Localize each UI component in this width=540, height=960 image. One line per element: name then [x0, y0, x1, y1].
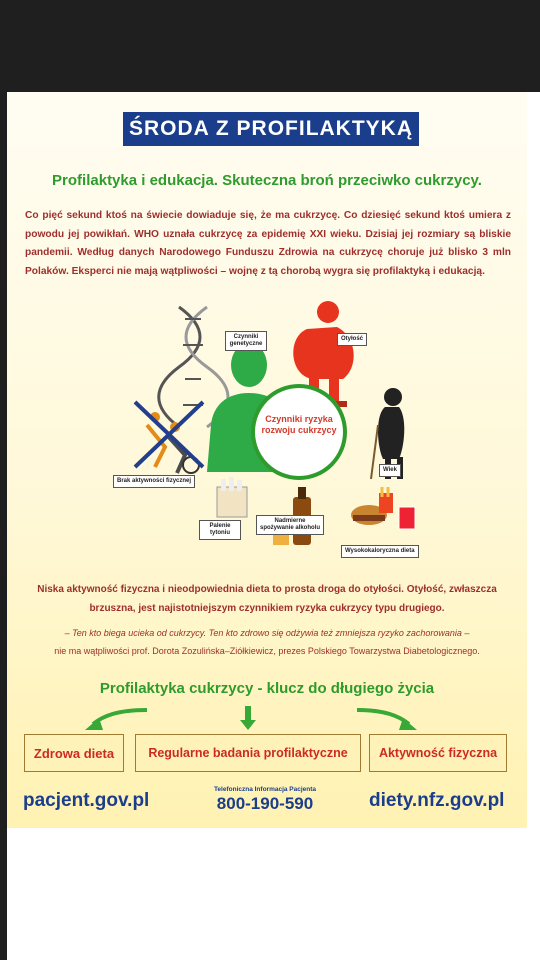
poster-banner: ŚRODA Z PROFILAKTYKĄ [123, 112, 419, 146]
key-title: Profilaktyka cukrzycy - klucz do długiego życia [99, 680, 435, 697]
sports-crossed-icon [135, 402, 203, 473]
quote-text: – Ten kto biega ucieka od cukrzycy. Ten kto zdrowo się odżywia też zmniejsza ryzyko zachorowania – [64, 628, 470, 638]
factor-alcohol-label: Nadmierne spożywanie alkoholu [256, 515, 324, 535]
arrows-graphic [7, 704, 527, 734]
quote-author: nie ma wątpliwości prof. Dorota Zozulińska–Ziółkiewicz, prezes Polskiego Towarzystwa Diabetologicznego. [54, 646, 480, 656]
factor-inactivity-label: Brak aktywności fizycznej [113, 475, 195, 488]
intro-paragraph: Co pięć sekund ktoś na świecie dowiaduje się, że ma cukrzycę. Co dziesięć sekund ktoś umiera z powodu jej powikłań. WHO uznała cukrzycę za epidemię XXI wieku. Dzisiaj jej rozmiary są bliskie pandemii. Według danych Narodowego Funduszu Zdrowia na cukrzycę choruje już blisko 3 mln Polaków. Eksperci nie mają wątpliwości – wojnę z tą chorobą wygra się profilaktyką i edukacją. [25, 210, 511, 277]
risk-center-label: Czynniki ryzyka rozwoju cukrzycy [261, 414, 337, 435]
arrow-right-icon [357, 710, 409, 724]
prevention-poster [7, 92, 527, 828]
cigarettes-icon [217, 477, 247, 517]
arrow-left-icon [93, 710, 147, 724]
factor-smoking-label: Palenie tytoniu [199, 520, 241, 540]
factor-obesity-label: Otyłość [337, 333, 367, 346]
factor-genetic-label: Czynniki genetyczne [225, 331, 267, 351]
factor-age-label: Wiek [379, 464, 401, 477]
factor-diet-label: Wysokokaloryczna dieta [341, 545, 419, 558]
footer-phone-number[interactable]: 800-190-590 [216, 794, 314, 813]
footer-url-pacjent[interactable]: pacjent.gov.pl [23, 790, 150, 811]
box-regular-checkups: Regularne badania profilaktyczne [135, 734, 361, 772]
app-left-edge [0, 92, 7, 960]
box-healthy-diet: Zdrowa dieta [24, 734, 124, 772]
expert-quote [27, 624, 507, 660]
arrow-down-icon [245, 706, 251, 720]
app-top-bar [0, 0, 540, 92]
box-physical-activity: Aktywność fizyczna [369, 734, 507, 772]
poster-subtitle: Profilaktyka i edukacja. Skuteczna broń przeciwko cukrzycy. [52, 172, 482, 189]
footer-url-diety[interactable]: diety.nfz.gov.pl [369, 790, 505, 811]
summary-paragraph: Niska aktywność fizyczna i nieodpowiednia dieta to prosta droga do otyłości. Otyłość, zwłaszcza brzuszna, jest najistotniejszym czynnikiem ryzyka cukrzycy typu drugiego. [37, 584, 497, 614]
footer-phone-label: Telefoniczna Informacja Pacjenta [213, 786, 317, 793]
junk-food-icon [351, 487, 415, 529]
